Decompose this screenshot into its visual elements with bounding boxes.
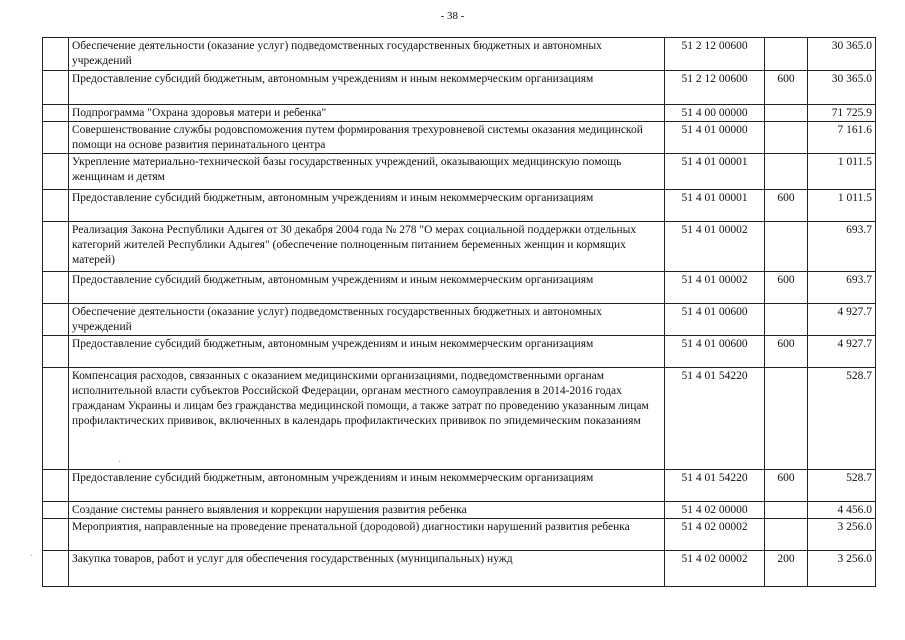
expense-type-cell: [765, 122, 808, 154]
row-number-cell: [43, 105, 69, 122]
row-number-cell: [43, 154, 69, 190]
expense-name-cell: Укрепление материально-технической базы государственных учреждений, оказывающих медицинскую помощь женщинам и детям: [69, 154, 665, 190]
expense-type-cell: [765, 38, 808, 71]
table-row: [43, 304, 876, 336]
row-number-cell: [43, 304, 69, 336]
amount-cell: 71 725.9: [808, 105, 876, 122]
target-article-code-cell: 51 2 12 00600: [665, 38, 765, 71]
expense-type-cell: 600: [765, 190, 808, 222]
expense-type-cell: [765, 105, 808, 122]
scan-speck-mark: ·: [118, 457, 122, 468]
expense-type-cell: 600: [765, 272, 808, 304]
table-row: [43, 272, 876, 304]
row-number-cell: [43, 519, 69, 551]
amount-cell: 30 365.0: [808, 38, 876, 71]
row-number-cell: [43, 470, 69, 502]
expense-name-cell: Совершенствование службы родовспоможения путем формирования трехуровневой системы оказания медицинской помощи на основе развития перинатального центра: [69, 122, 665, 154]
amount-cell: 693.7: [808, 272, 876, 304]
row-number-cell: [43, 190, 69, 222]
expense-type-cell: [765, 222, 808, 272]
target-article-code-cell: 51 4 02 00002: [665, 551, 765, 587]
table-row: [43, 551, 876, 587]
table-row: [43, 222, 876, 272]
target-article-code-cell: 51 4 01 00600: [665, 304, 765, 336]
budget-table: [42, 37, 876, 587]
table-row: [43, 71, 876, 105]
row-number-cell: [43, 502, 69, 519]
amount-cell: 693.7: [808, 222, 876, 272]
row-number-cell: [43, 222, 69, 272]
amount-cell: 528.7: [808, 470, 876, 502]
amount-cell: 7 161.6: [808, 122, 876, 154]
target-article-code-cell: 51 4 01 00001: [665, 154, 765, 190]
expense-type-cell: [765, 154, 808, 190]
table-row: [43, 122, 876, 154]
amount-cell: 1 011.5: [808, 154, 876, 190]
row-number-cell: [43, 336, 69, 368]
expense-name-cell: Компенсация расходов, связанных с оказанием медицинскими организациями, подведомственными органам исполнительной власти субъектов Российской Федерации, органам местного самоуправления в 2014-2016 годах гражданам Украины и лицам без гражданства медицинской помощи, а также затрат по проведению указанным лицам профилактических прививок, включенных в календарь профилактических прививок по эпидемическим показаниям: [69, 368, 665, 470]
table-row: [43, 38, 876, 71]
amount-cell: 3 256.0: [808, 519, 876, 551]
expense-type-cell: 600: [765, 470, 808, 502]
target-article-code-cell: 51 4 01 00002: [665, 222, 765, 272]
table-row: [43, 502, 876, 519]
expense-type-cell: 600: [765, 336, 808, 368]
expense-name-cell: Предоставление субсидий бюджетным, автономным учреждениям и иным некоммерческим организациям: [69, 272, 665, 304]
expense-name-cell: Предоставление субсидий бюджетным, автономным учреждениям и иным некоммерческим организациям: [69, 190, 665, 222]
target-article-code-cell: 51 4 01 00001: [665, 190, 765, 222]
row-number-cell: [43, 71, 69, 105]
target-article-code-cell: 51 4 02 00002: [665, 519, 765, 551]
target-article-code-cell: 51 4 01 54220: [665, 470, 765, 502]
table-row: [43, 154, 876, 190]
expense-type-cell: [765, 502, 808, 519]
table-row: [43, 190, 876, 222]
expense-name-cell: Предоставление субсидий бюджетным, автономным учреждениям и иным некоммерческим организациям: [69, 470, 665, 502]
expense-name-cell: Обеспечение деятельности (оказание услуг) подведомственных государственных бюджетных и автономных учреждений: [69, 38, 665, 71]
amount-cell: 528.7: [808, 368, 876, 470]
target-article-code-cell: 51 4 00 00000: [665, 105, 765, 122]
expense-name-cell: Создание системы раннего выявления и коррекции нарушения развития ребенка: [69, 502, 665, 519]
page-number: - 38 -: [440, 10, 465, 22]
amount-cell: 4 456.0: [808, 502, 876, 519]
table-row: [43, 336, 876, 368]
target-article-code-cell: 51 4 01 54220: [665, 368, 765, 470]
target-article-code-cell: 51 4 01 00002: [665, 272, 765, 304]
amount-cell: 4 927.7: [808, 336, 876, 368]
target-article-code-cell: 51 4 01 00000: [665, 122, 765, 154]
expense-type-cell: [765, 304, 808, 336]
expense-type-cell: 200: [765, 551, 808, 587]
expense-name-cell: Подпрограмма "Охрана здоровья матери и ребенка": [69, 105, 665, 122]
budget-table-body: [43, 38, 876, 587]
row-number-cell: [43, 38, 69, 71]
target-article-code-cell: 51 2 12 00600: [665, 71, 765, 105]
amount-cell: 1 011.5: [808, 190, 876, 222]
expense-name-cell: Предоставление субсидий бюджетным, автономным учреждениям и иным некоммерческим организациям: [69, 336, 665, 368]
table-row: [43, 519, 876, 551]
expense-type-cell: 600: [765, 71, 808, 105]
expense-type-cell: [765, 368, 808, 470]
expense-name-cell: Мероприятия, направленные на проведение пренатальной (дородовой) диагностики нарушений развития ребенка: [69, 519, 665, 551]
expense-type-cell: [765, 519, 808, 551]
amount-cell: 4 927.7: [808, 304, 876, 336]
table-row: [43, 105, 876, 122]
amount-cell: 3 256.0: [808, 551, 876, 587]
expense-name-cell: Закупка товаров, работ и услуг для обеспечения государственных (муниципальных) нужд: [69, 551, 665, 587]
expense-name-cell: Реализация Закона Республики Адыгея от 30 декабря 2004 года № 278 "О мерах социальной поддержки отдельных категорий жителей Республики Адыгея" (обеспечение полноценным питанием беременных женщин и кормящих матерей): [69, 222, 665, 272]
row-number-cell: [43, 122, 69, 154]
expense-name-cell: Предоставление субсидий бюджетным, автономным учреждениям и иным некоммерческим организациям: [69, 71, 665, 105]
row-number-cell: [43, 272, 69, 304]
expense-name-cell: Обеспечение деятельности (оказание услуг) подведомственных государственных бюджетных и автономных учреждений: [69, 304, 665, 336]
target-article-code-cell: 51 4 02 00000: [665, 502, 765, 519]
row-number-cell: [43, 551, 69, 587]
row-number-cell: [43, 368, 69, 470]
table-row: [43, 368, 876, 470]
target-article-code-cell: 51 4 01 00600: [665, 336, 765, 368]
amount-cell: 30 365.0: [808, 71, 876, 105]
table-row: [43, 470, 876, 502]
scan-speck-mark: ·: [30, 551, 34, 562]
